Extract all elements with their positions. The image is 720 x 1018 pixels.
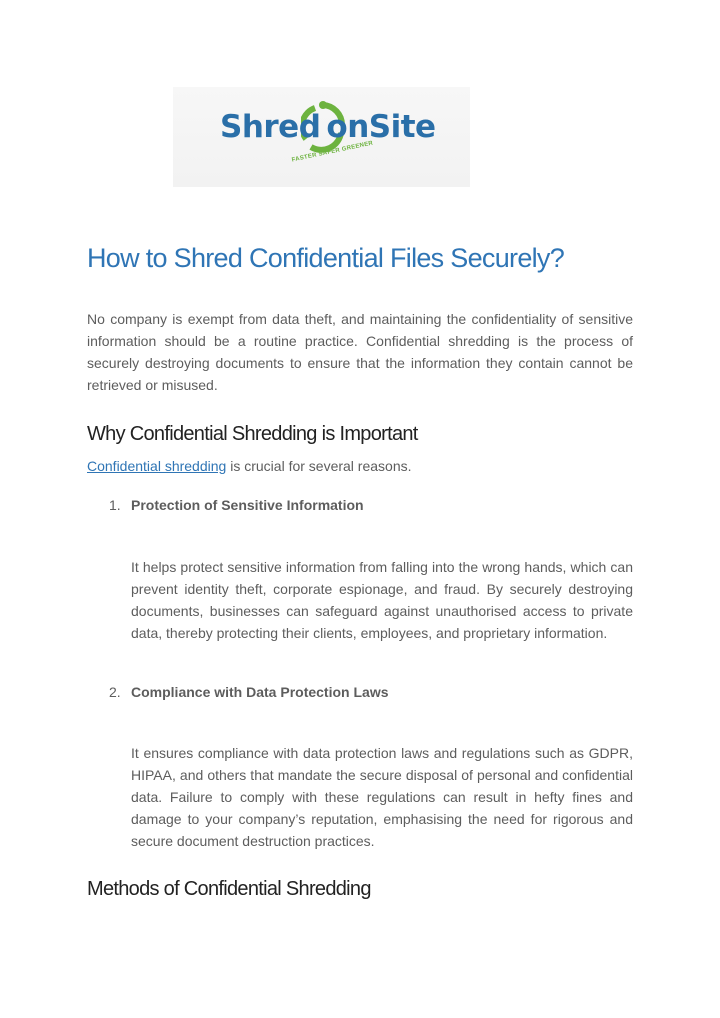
- page-title: How to Shred Confidential Files Securely?: [87, 243, 565, 273]
- intro-paragraph: No company is exempt from data theft, and maintaining the confidentiality of sensitive information should be a routine practice. Confidential shredding is the process of securely destroying documents to ensure that the information they contain cannot be retrieved or misused.: [87, 311, 633, 393]
- list-item-heading: Protection of Sensitive Information: [131, 497, 364, 513]
- section-heading-why: Why Confidential Shredding is Important: [87, 423, 418, 445]
- list-item-number: 2.: [109, 684, 121, 700]
- company-logo: [173, 87, 470, 187]
- section-heading-methods: Methods of Confidential Shredding: [87, 878, 371, 900]
- list-item-body: It ensures compliance with data protection laws and regulations such as GDPR, HIPAA, and others that mandate the secure disposal of personal and confidential data. Failure to comply with these regulations can result in hefty fines and damage to your company’s reputation, emphasising the need for rigorous and secure document destruction practices.: [131, 745, 633, 849]
- list-item-number: 1.: [109, 497, 121, 513]
- list-item-heading: Compliance with Data Protection Laws: [131, 684, 389, 700]
- section-lead-text: is crucial for several reasons.: [226, 458, 412, 474]
- section-lead: [87, 455, 633, 477]
- logo-tagline: FASTER SAFER GREENER: [291, 140, 374, 164]
- logo-wordmark: Shred onSite: [220, 109, 436, 145]
- confidential-shredding-link[interactable]: Confidential shredding: [87, 458, 227, 474]
- list-item-body: It helps protect sensitive information from falling into the wrong hands, which can prevent identity theft, corporate espionage, and fraud. By securely destroying documents, businesses can safeguard against unauthorised access to private data, thereby protecting their clients, employees, and proprietary information.: [131, 559, 633, 641]
